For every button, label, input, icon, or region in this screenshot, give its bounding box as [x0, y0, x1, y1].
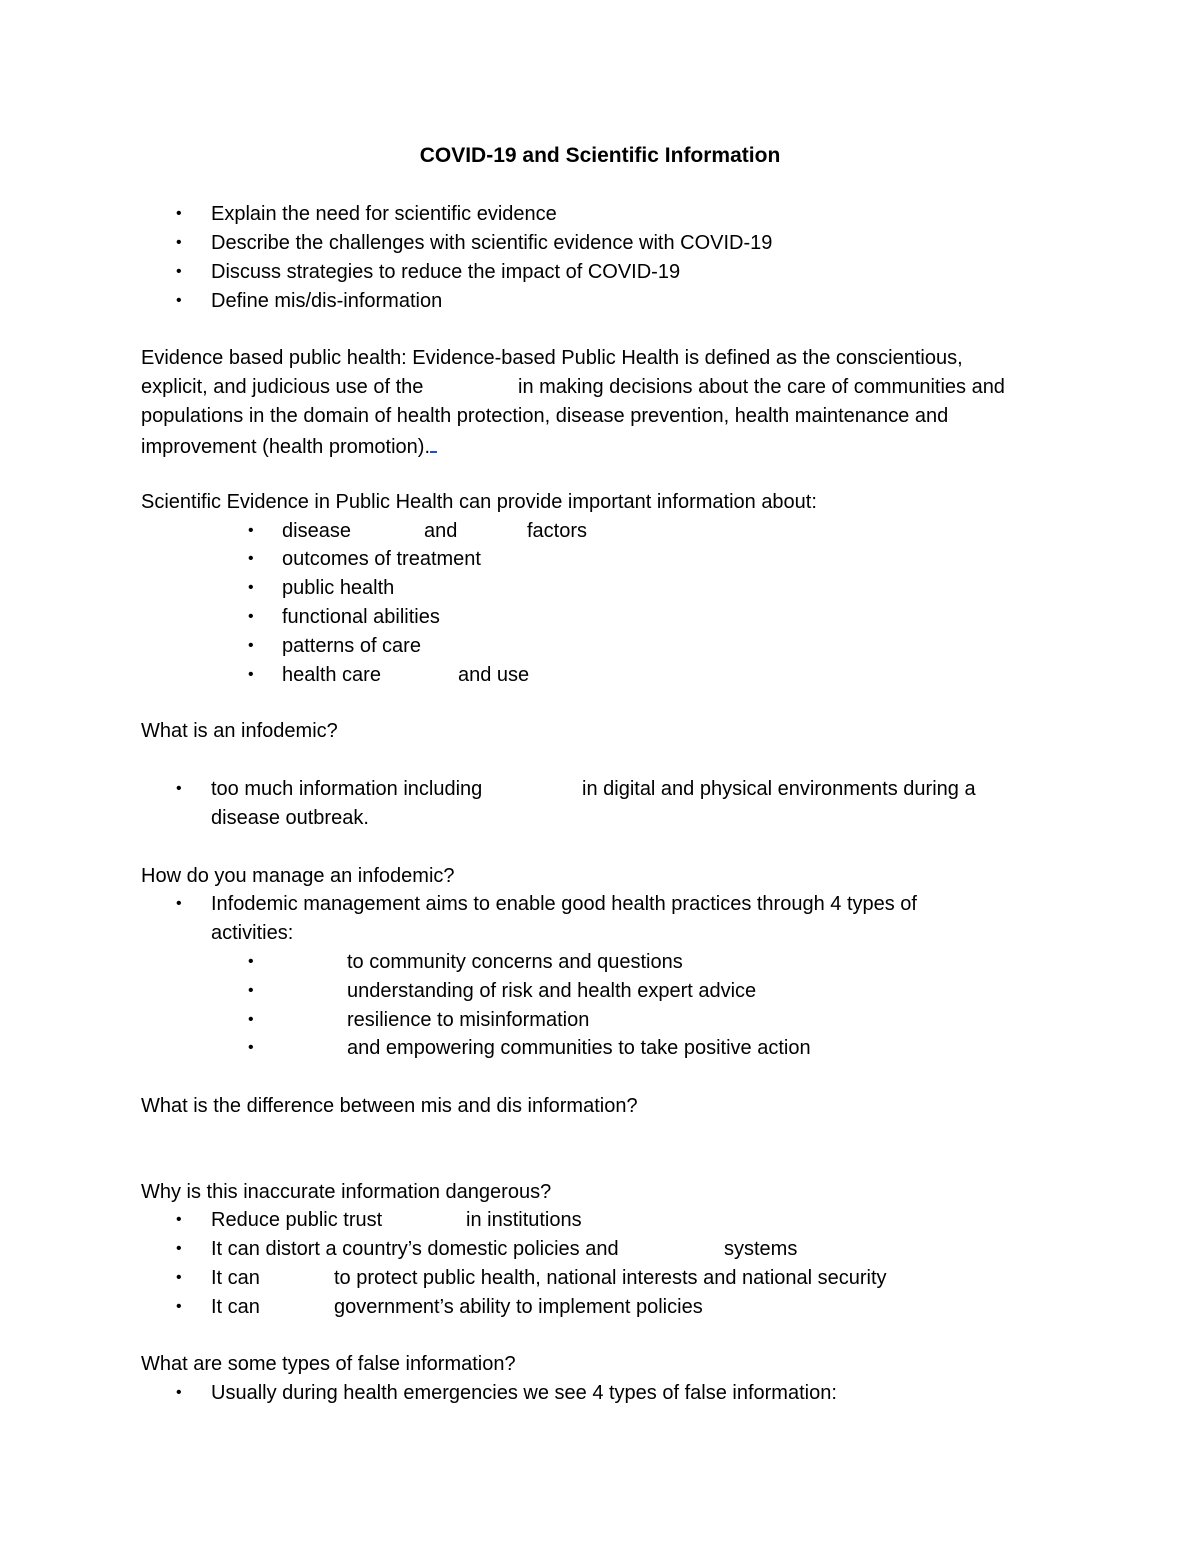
- danger-item: Reduce public trust: [211, 1209, 383, 1231]
- danger-item: government’s ability to implement policies: [334, 1296, 703, 1318]
- list-bullet: •: [176, 1298, 182, 1315]
- danger-item: It can distort a country’s domestic policies and: [211, 1238, 619, 1260]
- list-bullet: •: [248, 579, 254, 596]
- difference-question: What is the difference between mis and dis information?: [141, 1095, 638, 1117]
- false-info-question: What are some types of false information?: [141, 1353, 516, 1375]
- list-bullet: •: [248, 1039, 254, 1056]
- list-bullet: •: [176, 263, 182, 280]
- list-bullet: •: [248, 637, 254, 654]
- list-bullet: •: [248, 666, 254, 683]
- list-bullet: •: [248, 982, 254, 999]
- list-bullet: •: [248, 550, 254, 567]
- scientific-item: functional abilities: [282, 606, 440, 628]
- list-bullet: •: [176, 292, 182, 309]
- scientific-item: outcomes of treatment: [282, 548, 481, 570]
- list-bullet: •: [248, 608, 254, 625]
- scientific-item: health care: [282, 664, 381, 686]
- list-bullet: •: [176, 205, 182, 222]
- scientific-item: and: [424, 520, 458, 542]
- infodemic-item: in digital and physical environments during a: [582, 778, 976, 800]
- danger-item: systems: [724, 1238, 798, 1260]
- objective-item: Discuss strategies to reduce the impact of COVID-19: [211, 261, 681, 283]
- list-bullet: •: [176, 1240, 182, 1257]
- list-bullet: •: [176, 1269, 182, 1286]
- ebph-line: [141, 431, 437, 461]
- manage-question: How do you manage an infodemic?: [141, 865, 455, 887]
- list-bullet: •: [248, 1011, 254, 1028]
- ebph-line: in making decisions about the care of communities and: [518, 376, 1005, 398]
- infodemic-question: What is an infodemic?: [141, 720, 338, 742]
- danger-item: It can: [211, 1296, 260, 1318]
- scientific-item: public health: [282, 577, 395, 599]
- manage-subitem: to community concerns and questions: [347, 951, 683, 973]
- list-bullet: •: [176, 895, 182, 912]
- scientific-item: patterns of care: [282, 635, 421, 657]
- ebph-line-text: improvement (health promotion).: [141, 436, 431, 458]
- list-bullet: •: [176, 234, 182, 251]
- infodemic-item: too much information including: [211, 778, 483, 800]
- danger-question: Why is this inaccurate information dangerous?: [141, 1181, 552, 1203]
- objective-item: Describe the challenges with scientific evidence with COVID-19: [211, 232, 773, 254]
- scientific-item: disease: [282, 520, 351, 542]
- list-bullet: •: [248, 953, 254, 970]
- ebph-line: populations in the domain of health protection, disease prevention, health maintenance and: [141, 405, 949, 427]
- manage-item: activities:: [211, 922, 294, 944]
- list-bullet: •: [176, 1384, 182, 1401]
- manage-subitem: resilience to misinformation: [347, 1009, 590, 1031]
- ebph-line: explicit, and judicious use of the: [141, 376, 424, 398]
- manage-item: Infodemic management aims to enable good health practices through 4 types of: [211, 893, 917, 915]
- manage-subitem: and empowering communities to take positive action: [347, 1037, 811, 1059]
- list-bullet: •: [248, 522, 254, 539]
- footnote-link[interactable]: [430, 431, 437, 453]
- manage-subitem: understanding of risk and health expert advice: [347, 980, 757, 1002]
- danger-item: to protect public health, national interests and national security: [334, 1267, 887, 1289]
- list-bullet: •: [176, 1211, 182, 1228]
- scientific-item: and use: [458, 664, 530, 686]
- document-title: COVID-19 and Scientific Information: [419, 144, 781, 167]
- ebph-line: Evidence based public health: Evidence-based Public Health is defined as the conscientious,: [141, 347, 963, 369]
- objective-item: Explain the need for scientific evidence: [211, 203, 557, 225]
- objective-item: Define mis/dis-information: [211, 290, 443, 312]
- danger-item: It can: [211, 1267, 260, 1289]
- false-info-item: Usually during health emergencies we see 4 types of false information:: [211, 1382, 837, 1404]
- scientific-intro: Scientific Evidence in Public Health can provide important information about:: [141, 491, 817, 513]
- danger-item: in institutions: [466, 1209, 582, 1231]
- infodemic-item: disease outbreak.: [211, 807, 369, 829]
- list-bullet: •: [176, 780, 182, 797]
- scientific-item: factors: [527, 520, 588, 542]
